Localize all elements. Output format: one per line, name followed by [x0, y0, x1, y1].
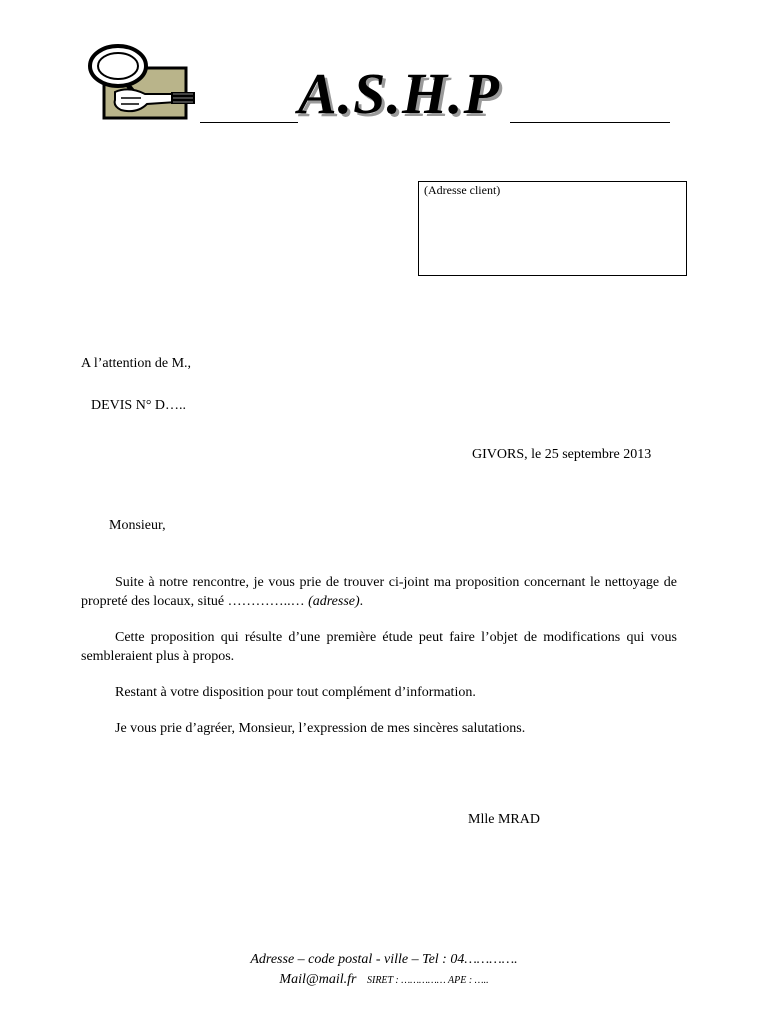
address-placeholder: (adresse) [308, 594, 360, 609]
title-rule-left [200, 122, 298, 123]
magnifier-hand-icon [85, 44, 199, 124]
paragraph-1 [81, 573, 677, 611]
paragraph-2 [81, 628, 677, 666]
letterhead [200, 62, 672, 128]
signature: Mlle MRAD [468, 812, 540, 827]
paragraph-2-text: Cette proposition qui résulte d’une première étude peut faire l’objet de modifications qui vous sembleraient plus à propos. [81, 630, 677, 664]
footer-contact [0, 971, 768, 990]
paragraph-3 [81, 683, 677, 702]
quote-number: DEVIS N° D….. [91, 398, 187, 413]
client-address-box [418, 181, 687, 276]
place-date: GIVORS, le 25 septembre 2013 [472, 447, 652, 462]
client-address-label: (Adresse client) [424, 183, 501, 197]
paragraph-4-text: Je vous prie d’agréer, Monsieur, l’expression de mes sincères salutations. [115, 721, 526, 736]
paragraph-3-text: Restant à votre disposition pour tout complément d’information. [115, 685, 476, 700]
paragraph-1-end: . [359, 594, 364, 609]
paragraph-4 [81, 719, 677, 738]
footer-email: Mail@mail.fr [279, 972, 357, 987]
attention-line: A l’attention de M., [81, 356, 192, 371]
footer-address: Adresse – code postal - ville – Tel : 04…………. [250, 952, 518, 967]
footer-siret: SIRET : …………… APE : ….. [366, 975, 489, 986]
company-title: A.S.H.P [298, 61, 500, 126]
paragraph-1-text: Suite à notre rencontre, je vous prie de trouver ci-joint ma proposition concernant le nettoyage de propreté des locaux, situé …………..… [81, 575, 677, 609]
salutation: Monsieur, [109, 518, 166, 533]
title-rule-right [510, 122, 670, 123]
